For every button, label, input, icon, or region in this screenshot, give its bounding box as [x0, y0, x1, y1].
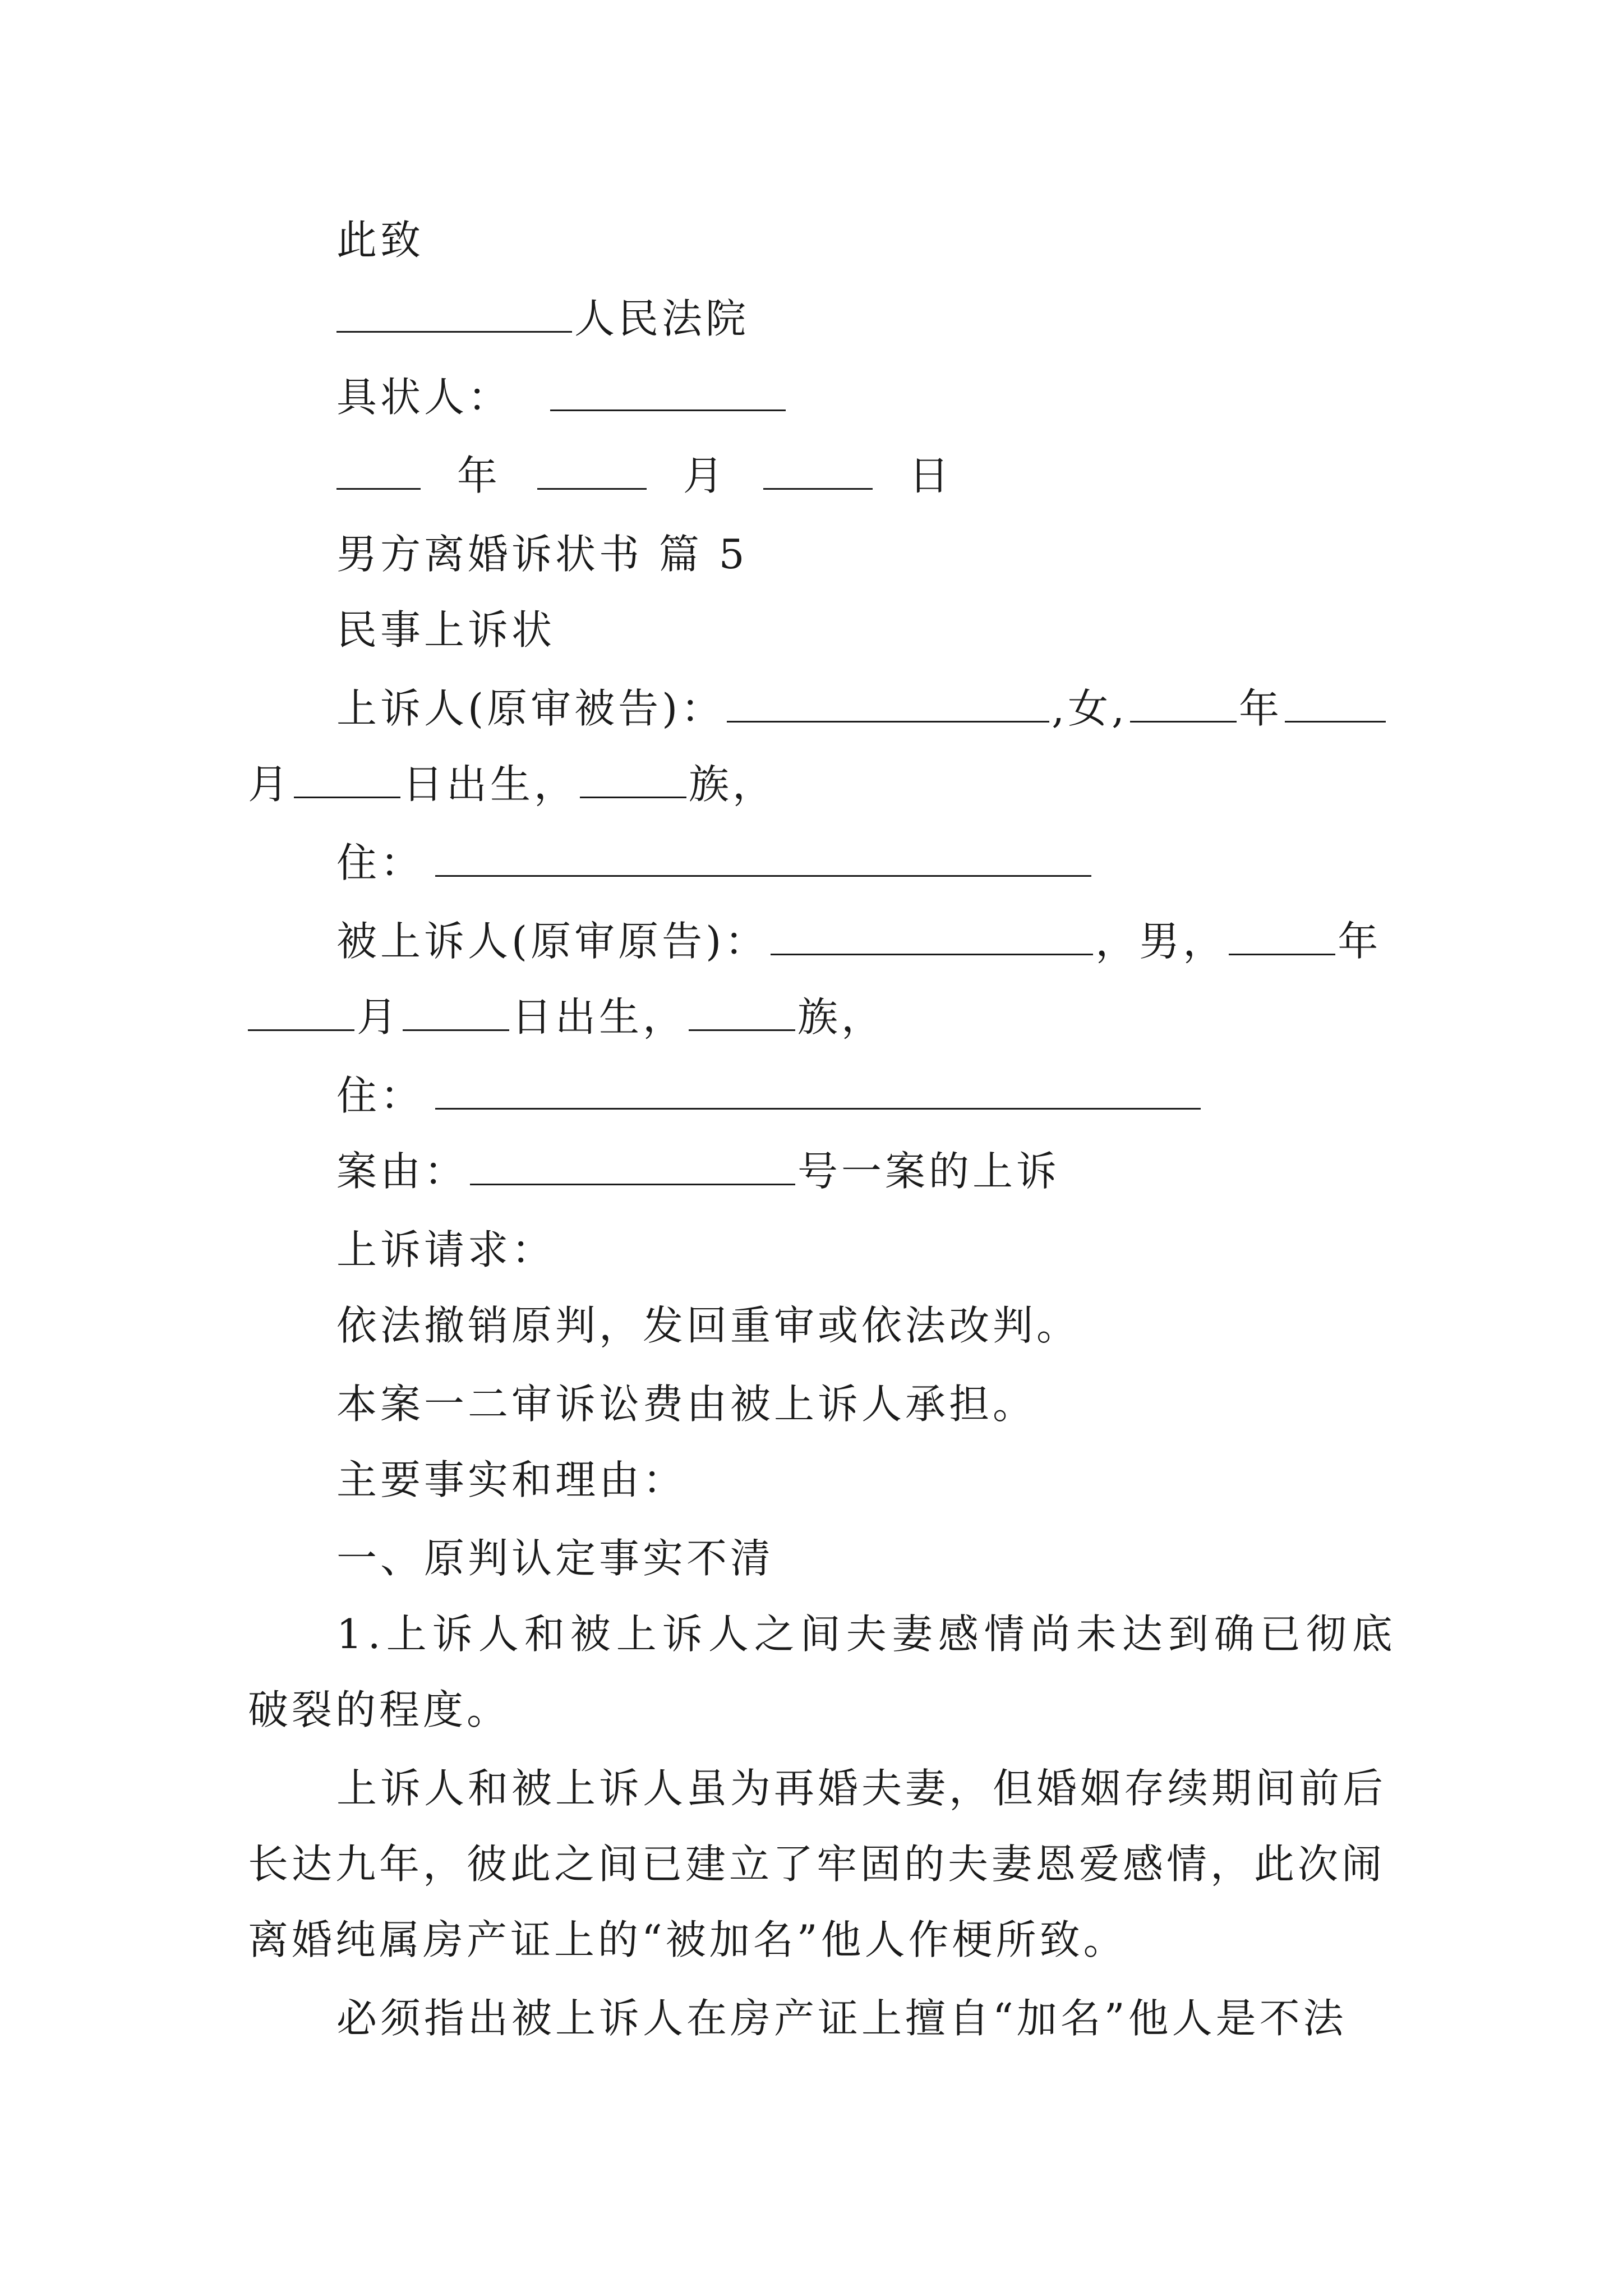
appellant-name-blank: [727, 721, 1049, 723]
appellee-year-blank: [1229, 954, 1335, 955]
section-heading: 男方离婚诉状书 篇 5: [336, 531, 748, 578]
point-1-1-line-2: 破裂的程度。: [248, 1686, 511, 1733]
para-1-line-1: 上诉人和被上诉人虽为再婚夫妻，但婚姻存续期间前后: [336, 1765, 1387, 1812]
court-name-blank: [336, 331, 572, 333]
para-1-line-2: 长达九年，彼此之间已建立了牢固的夫妻恩爱感情，此次闹: [248, 1841, 1386, 1888]
doc-title: 民事上诉状: [336, 606, 556, 654]
appellant-ethnicity-blank: [580, 797, 686, 798]
point-1-title: 一、原判认定事实不清: [336, 1535, 774, 1582]
request-item-2: 本案一二审诉讼费由被上诉人承担。: [336, 1381, 1037, 1428]
appellant-day-blank: [294, 797, 400, 798]
appellant-month-blank-a: [1285, 721, 1386, 723]
signer-line: 具状人：: [336, 370, 788, 424]
appellee-address-blank: [435, 1108, 1201, 1110]
court-line: 人民法院: [336, 292, 749, 346]
date-line: 年 月 日: [336, 449, 971, 503]
appellant-birth-line: 月 日出生， 族，: [248, 761, 777, 808]
appellee-ethnicity-blank: [689, 1029, 795, 1031]
point-1-1-line-1: 1.上诉人和被上诉人之间夫妻感情尚未达到确已彻底: [336, 1611, 1398, 1658]
date-year-blank: [336, 488, 421, 490]
appellee-day-blank: [403, 1029, 509, 1031]
para-2-line-1: 必须指出被上诉人在房产证上擅自“加名”他人是不法: [336, 1995, 1347, 2042]
case-number-blank: [470, 1184, 795, 1185]
salutation: 此致: [336, 217, 425, 264]
appellee-name-blank: [771, 954, 1093, 955]
appellant-address-line: 住：: [336, 836, 1094, 890]
appellant-line: 上诉人(原审被告)： ,女, 年: [336, 682, 1386, 735]
appellant-year-blank: [1130, 721, 1237, 723]
appellant-address-blank: [435, 875, 1091, 877]
date-month-blank: [537, 488, 647, 490]
signer-blank: [550, 409, 786, 411]
appellee-line: 被上诉人(原审原告)： ，男， 年: [336, 918, 1382, 965]
appellee-address-line: 住：: [336, 1069, 1203, 1122]
requests-label: 上诉请求：: [336, 1226, 556, 1273]
appellee-month-blank: [248, 1029, 354, 1031]
para-1-line-3: 离婚纯属房产证上的“被加名”他人作梗所致。: [248, 1916, 1127, 1963]
appellee-birth-line: 月 日出生， 族，: [248, 990, 885, 1044]
facts-label: 主要事实和理由：: [336, 1456, 687, 1503]
date-day-blank: [763, 488, 873, 490]
case-line: 案由： 号一案的上诉: [336, 1148, 1061, 1195]
request-item-1: 依法撤销原判，发回重审或依法改判。: [336, 1302, 1081, 1349]
